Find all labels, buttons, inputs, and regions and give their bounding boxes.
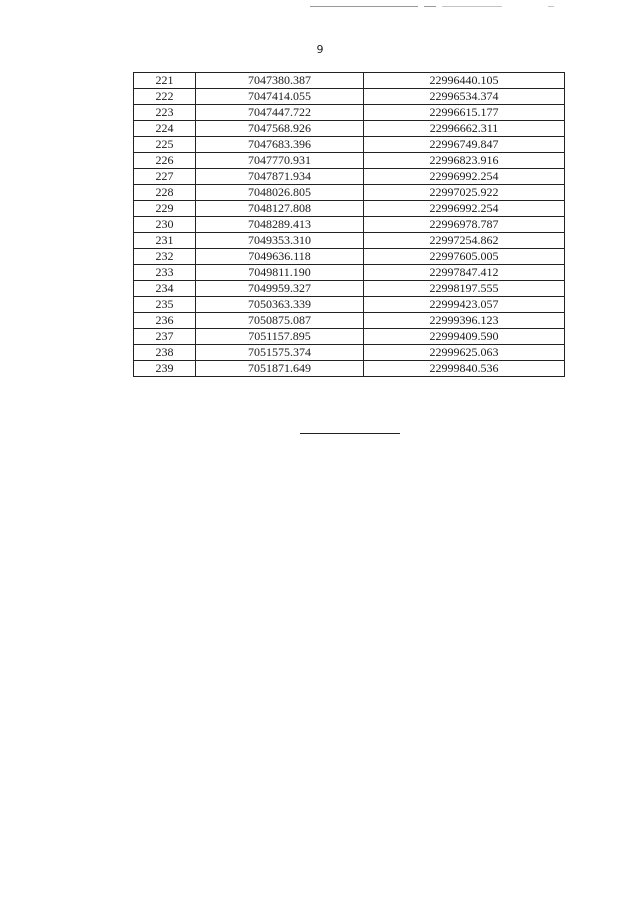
coordinates-table [133,72,565,377]
table-row [134,217,565,233]
y-coordinate-cell: 22999625.063 [364,345,565,361]
scan-artifact-line [548,6,554,7]
y-coordinate-cell: 22998197.555 [364,281,565,297]
x-coordinate-cell: 7048127.808 [196,201,364,217]
x-coordinate-cell: 7049636.118 [196,249,364,265]
point-number-cell: 221 [134,73,196,89]
y-coordinate-cell: 22996978.787 [364,217,565,233]
point-number-cell: 233 [134,265,196,281]
table-row [134,233,565,249]
x-coordinate-cell: 7049811.190 [196,265,364,281]
point-number-cell: 235 [134,297,196,313]
y-coordinate-cell: 22996823.916 [364,153,565,169]
point-number-cell: 230 [134,217,196,233]
point-number-cell: 225 [134,137,196,153]
point-number-cell: 232 [134,249,196,265]
point-number-cell: 229 [134,201,196,217]
x-coordinate-cell: 7047414.055 [196,89,364,105]
y-coordinate-cell: 22997605.005 [364,249,565,265]
table-row [134,329,565,345]
y-coordinate-cell: 22996749.847 [364,137,565,153]
y-coordinate-cell: 22999423.057 [364,297,565,313]
table-row [134,137,565,153]
point-number-cell: 224 [134,121,196,137]
table-row [134,297,565,313]
x-coordinate-cell: 7051871.649 [196,361,364,377]
y-coordinate-cell: 22996615.177 [364,105,565,121]
table-row [134,73,565,89]
table-row [134,265,565,281]
y-coordinate-cell: 22997847.412 [364,265,565,281]
point-number-cell: 238 [134,345,196,361]
table-row [134,185,565,201]
x-coordinate-cell: 7047380.387 [196,73,364,89]
x-coordinate-cell: 7051575.374 [196,345,364,361]
table-row [134,89,565,105]
x-coordinate-cell: 7047568.926 [196,121,364,137]
x-coordinate-cell: 7047770.931 [196,153,364,169]
y-coordinate-cell: 22999396.123 [364,313,565,329]
y-coordinate-cell: 22999840.536 [364,361,565,377]
y-coordinate-cell: 22996534.374 [364,89,565,105]
y-coordinate-cell: 22997025.922 [364,185,565,201]
x-coordinate-cell: 7048026.805 [196,185,364,201]
end-of-table-rule [300,433,400,434]
y-coordinate-cell: 22996992.254 [364,169,565,185]
x-coordinate-cell: 7050363.339 [196,297,364,313]
y-coordinate-cell: 22996992.254 [364,201,565,217]
y-coordinate-cell: 22997254.862 [364,233,565,249]
x-coordinate-cell: 7051157.895 [196,329,364,345]
scan-artifact-line [442,6,502,7]
page-number: 9 [316,43,324,56]
table-row [134,313,565,329]
point-number-cell: 231 [134,233,196,249]
table-row [134,153,565,169]
point-number-cell: 223 [134,105,196,121]
x-coordinate-cell: 7047871.934 [196,169,364,185]
x-coordinate-cell: 7047447.722 [196,105,364,121]
table-row [134,345,565,361]
table-row [134,201,565,217]
y-coordinate-cell: 22999409.590 [364,329,565,345]
point-number-cell: 228 [134,185,196,201]
point-number-cell: 234 [134,281,196,297]
table-row [134,281,565,297]
coordinates-table-body [134,73,565,377]
table-row [134,361,565,377]
y-coordinate-cell: 22996662.311 [364,121,565,137]
table-row [134,169,565,185]
x-coordinate-cell: 7047683.396 [196,137,364,153]
table-row [134,249,565,265]
point-number-cell: 222 [134,89,196,105]
x-coordinate-cell: 7049353.310 [196,233,364,249]
point-number-cell: 239 [134,361,196,377]
point-number-cell: 237 [134,329,196,345]
x-coordinate-cell: 7048289.413 [196,217,364,233]
point-number-cell: 226 [134,153,196,169]
point-number-cell: 236 [134,313,196,329]
table-row [134,105,565,121]
scan-artifact-line [310,6,418,7]
table-row [134,121,565,137]
y-coordinate-cell: 22996440.105 [364,73,565,89]
point-number-cell: 227 [134,169,196,185]
x-coordinate-cell: 7049959.327 [196,281,364,297]
scan-artifact-line [424,6,436,7]
x-coordinate-cell: 7050875.087 [196,313,364,329]
